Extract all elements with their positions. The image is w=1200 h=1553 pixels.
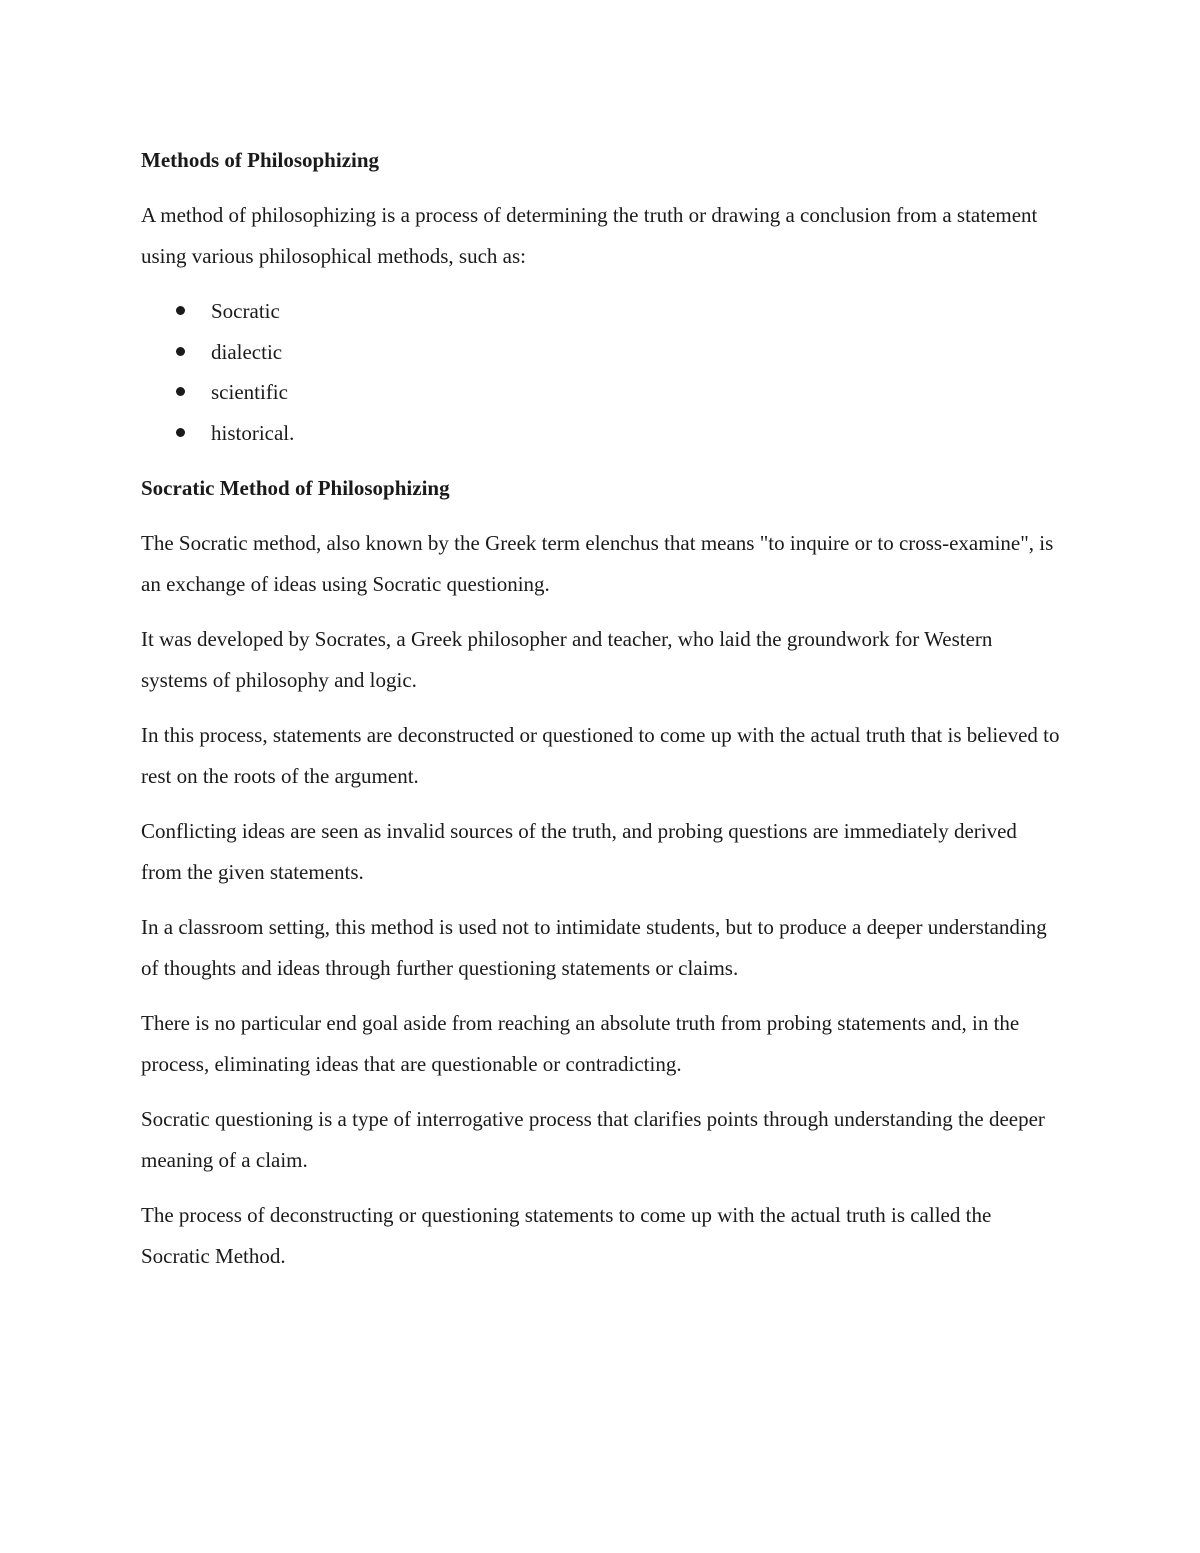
spacer [141,453,1060,468]
list-item [141,291,1060,332]
spacer [141,508,1060,523]
spacer [141,700,1060,715]
body-paragraph: Socratic questioning is a type of interrogative process that clarifies points through understanding the deeper meaning of a claim. [141,1107,1045,1172]
spacer [141,988,1060,1003]
bullet-icon [176,347,185,356]
list-item-label: dialectic [211,339,283,364]
methods-list [141,291,1060,453]
list-item-label: Socratic [211,299,280,323]
body-paragraph: The Socratic method, also known by the Greek term elenchus that means "to inquire or to cross-examine", is an exchange of ideas using Socratic questioning. [141,531,1054,596]
body-paragraph: Conflicting ideas are seen as invalid sources of the truth, and probing questions are immediately derived from the given statements. [141,819,1017,884]
body-paragraph: In this process, statements are deconstructed or questioned to come up with the actual truth that is believed to rest on the roots of the argument. [141,723,1060,788]
spacer [141,1180,1060,1195]
bullet-icon [176,428,185,437]
intro-paragraph: A method of philosophizing is a process of determining the truth or drawing a conclusion from a statement using various philosophical methods, such as: [141,203,1038,268]
bullet-icon [176,306,185,315]
heading-socratic-method: Socratic Method of Philosophizing [141,476,450,500]
list-item-label: historical. [211,420,295,445]
body-paragraph: In a classroom setting, this method is used not to intimidate students, but to produce a deeper understanding of thoughts and ideas through further questioning statements or claims. [141,915,1047,980]
list-item-label: scientific [211,380,288,404]
list-item [141,332,1060,373]
heading-methods-of-philosophizing: Methods of Philosophizing [141,148,380,172]
body-paragraph: The process of deconstructing or questioning statements to come up with the actual truth is called the Socratic Method. [141,1203,992,1268]
body-paragraph: There is no particular end goal aside from reaching an absolute truth from probing statements and, in the process, eliminating ideas that are questionable or contradicting. [141,1011,1020,1076]
spacer [141,180,1060,195]
list-item [141,413,1060,454]
list-item [141,372,1060,413]
spacer [141,276,1060,291]
spacer [141,892,1060,907]
spacer [141,604,1060,619]
spacer [141,1084,1060,1099]
spacer [141,796,1060,811]
body-paragraph: It was developed by Socrates, a Greek philosopher and teacher, who laid the groundwork for Western systems of philosophy and logic. [141,627,993,692]
bullet-icon [176,387,185,396]
